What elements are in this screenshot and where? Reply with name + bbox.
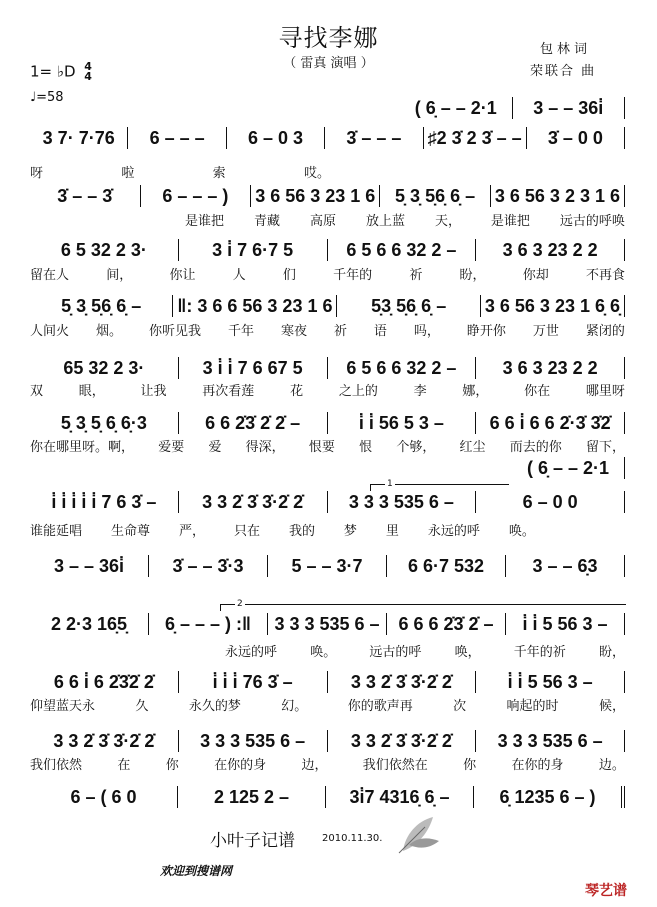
measure-notes: 3i̇7 4316̣ 6̣ – <box>349 786 450 807</box>
lyric-word: 睁开你 <box>466 324 506 339</box>
measure <box>476 491 625 513</box>
measure <box>179 412 328 434</box>
measure <box>173 295 337 317</box>
notation-row <box>30 238 625 262</box>
measure-notes: 3 6 3 23 2 2 <box>502 239 598 260</box>
measure-notes: ( 6̣ – – 2·1 <box>526 457 610 478</box>
lyrics-line <box>30 754 625 772</box>
measure <box>30 357 179 379</box>
measure-notes: 3 6 3 23 2 2 <box>502 357 598 378</box>
lyric-word: 你的歌声再 <box>347 699 413 714</box>
lyric-word: 你在 <box>524 384 551 399</box>
measure <box>476 671 625 693</box>
notation-row <box>30 411 625 435</box>
measure-notes: 3 6 56 3 23 1 6̣ 6̣ <box>484 295 621 316</box>
lyric-word: 而去的你 <box>509 440 562 455</box>
lyric-word: 幻。 <box>281 699 308 714</box>
measure-notes: i̇ i̇ i̇ 76 3̇ – <box>212 671 293 692</box>
measure-notes: i̇ i̇ 5 56 3 – <box>507 671 593 692</box>
notation-row <box>30 126 625 150</box>
lyric-word: 呀 <box>30 166 44 181</box>
measure <box>481 295 625 317</box>
lyric-word: 恨要 <box>308 440 335 455</box>
lyrics-line <box>185 210 625 228</box>
lyric-word: 间， <box>106 268 133 283</box>
measure-notes: i̇ i̇ 5 56 3 – <box>522 613 608 634</box>
time-signature <box>84 62 92 82</box>
measure-notes: 6̣ 1235 6 – ) <box>499 786 596 807</box>
lyric-word: 严， <box>178 524 205 539</box>
lyric-word: 唤， <box>454 645 481 660</box>
notation-row <box>512 456 625 480</box>
lyric-word: 高原 <box>309 214 336 229</box>
lyric-word: 边， <box>301 758 328 773</box>
time-bottom: 4 <box>84 70 92 83</box>
lyrics-line <box>30 436 625 454</box>
measure <box>328 239 477 261</box>
lyric-word: 你在哪里呀。啊， <box>30 440 135 455</box>
measure <box>30 786 178 808</box>
measure-notes: 3 i̇ 7 6·7 5 <box>212 239 294 260</box>
measure-notes: 3̇ – 0 0 <box>547 127 603 148</box>
measure <box>30 127 128 149</box>
lyrics-line <box>30 695 625 713</box>
measure <box>251 185 380 207</box>
notation-row <box>30 612 625 636</box>
measure-notes: 6 5 32 2 3· <box>60 239 147 260</box>
lyric-word: 红尘 <box>459 440 486 455</box>
measure-notes: ♯2 3̇ 2 3̇ – – <box>427 127 522 148</box>
lyric-word: 紧闭的 <box>585 324 625 339</box>
lyric-word: 放上蓝 <box>365 214 405 229</box>
measure <box>128 127 226 149</box>
measure <box>512 457 625 479</box>
lyric-word: 远古的呼唤 <box>559 214 625 229</box>
lyric-word: 爱 <box>208 440 222 455</box>
measure-notes: 3 i̇ i̇ 7 6 67 5 <box>202 357 303 378</box>
welcome-text: 欢迎到搜谱网 <box>160 864 233 878</box>
measure <box>141 185 252 207</box>
measure <box>387 613 506 635</box>
notation-row <box>30 785 625 809</box>
lyric-word: 寒夜 <box>280 324 307 339</box>
lyric-word: 只在 <box>233 524 260 539</box>
lyric-word: 人 <box>232 268 246 283</box>
lyric-word: 之上的 <box>338 384 378 399</box>
lyric-word: 祈 <box>409 268 423 283</box>
lyric-word: 盼， <box>598 645 625 660</box>
lyric-word: 个够， <box>396 440 436 455</box>
notation-row <box>30 729 625 753</box>
lyric-word: 吗， <box>413 324 440 339</box>
lyric-word: 仰望蓝天永 <box>30 699 96 714</box>
lyric-word: 永远的呼 <box>225 645 278 660</box>
lyric-word: 在 <box>117 758 131 773</box>
lyric-word: 留在人 <box>30 268 70 283</box>
lyric-word: 永久的梦 <box>188 699 241 714</box>
measure-notes: 6 6·7 532 <box>407 555 485 576</box>
measure <box>474 786 625 808</box>
lyric-word: 久 <box>135 699 149 714</box>
lyric-word: 祈 <box>333 324 347 339</box>
lyricist-credit: 包林词 <box>540 42 592 57</box>
lyric-word: 在你的身 <box>214 758 267 773</box>
singer-credit: （ 雷真 演唱 ） <box>283 56 374 71</box>
measure-notes: 6 – – – <box>149 127 205 148</box>
lyric-word: 花 <box>290 384 304 399</box>
measure <box>30 671 179 693</box>
measure <box>179 239 328 261</box>
measure-notes: 3 3 2̇ 3̇ 3̇·2̇ 2̇ <box>202 491 304 512</box>
notation-row <box>30 184 625 208</box>
lyric-word: 是谁把 <box>490 214 530 229</box>
lyric-word: 天， <box>434 214 461 229</box>
lyric-word: 爱要 <box>158 440 185 455</box>
lyrics-line <box>30 264 625 282</box>
measure-notes: 3 3 3 535 6 – <box>200 730 306 751</box>
measure <box>506 613 625 635</box>
time-top: 4 <box>84 60 92 73</box>
measure-notes: 6 6 6 2̇3̇ 2̇ – <box>398 613 494 634</box>
measure <box>149 555 268 577</box>
measure-notes: 5̣3̣ 5̣6̣ 6̣ – <box>371 295 447 316</box>
measure <box>328 491 477 513</box>
measure <box>476 239 625 261</box>
lyric-word: 们 <box>282 268 296 283</box>
lyric-word: 唤。 <box>310 645 337 660</box>
lyric-word: 烟。 <box>95 324 122 339</box>
measure <box>328 671 477 693</box>
measure <box>30 185 141 207</box>
volta-1-label: 1 <box>387 479 393 489</box>
lyric-word: 我们依然 <box>30 758 83 773</box>
measure <box>30 555 149 577</box>
measure-notes: 6 5 6 6 32 2 – <box>346 357 457 378</box>
measure <box>227 127 325 149</box>
lyric-word: 娜， <box>462 384 489 399</box>
lyrics-line <box>225 641 625 659</box>
measure <box>476 730 625 752</box>
lyric-word: 千年 <box>227 324 254 339</box>
measure-notes: 3 – – 6̣3 <box>532 555 598 576</box>
lyric-word: 万世 <box>532 324 559 339</box>
measure <box>387 555 506 577</box>
measure <box>328 357 477 379</box>
measure <box>491 185 625 207</box>
lyric-word: 你 <box>165 758 179 773</box>
lyric-word: 你让 <box>169 268 196 283</box>
measure-notes: 3̇ – – 3̇·3 <box>172 555 244 576</box>
lyric-word: 生命尊 <box>110 524 150 539</box>
lyric-word: 你听见我 <box>148 324 201 339</box>
lyric-word: 我的 <box>288 524 315 539</box>
notation-row <box>30 490 625 514</box>
measure <box>326 786 474 808</box>
measure <box>30 613 149 635</box>
measure <box>527 127 625 149</box>
measure-notes: 3̇ – – 3̇ <box>57 185 113 206</box>
lyric-word: 远古的呼 <box>369 645 422 660</box>
measure <box>325 127 423 149</box>
measure-notes: 3 – – 36i̇ <box>53 555 125 576</box>
notation-row <box>30 670 625 694</box>
key-label: 1= ♭D <box>30 62 76 81</box>
lyric-word: 在你的身 <box>511 758 564 773</box>
measure-notes: 3 7· 7·76 <box>42 127 115 148</box>
measure-notes: 6 5 6 6 32 2 – <box>346 239 457 260</box>
measure-notes: 65 32 2 3· <box>63 357 145 378</box>
measure <box>328 412 477 434</box>
lyric-word: 千年的 <box>333 268 373 283</box>
measure-notes: 2 125 2 – <box>213 786 290 807</box>
lyric-word: 盼， <box>459 268 486 283</box>
measure-notes: 3 3 2̇ 3̇ 3̇·2̇ 2̇ <box>350 730 452 751</box>
measure-notes: ( 6̣ – – 2·1 <box>414 97 497 118</box>
measure <box>30 491 179 513</box>
measure-notes: i̇ i̇ i̇ i̇ i̇ 7 6 3̇ – <box>51 491 157 512</box>
tempo-marking: ♩=58 <box>30 90 64 105</box>
lyric-word: 候， <box>598 699 625 714</box>
lyric-word: 我们依然在 <box>362 758 428 773</box>
measure <box>149 613 268 635</box>
measure-notes: 6 – ( 6 0 <box>70 786 137 807</box>
lyric-word: 边。 <box>598 758 625 773</box>
measure <box>506 555 625 577</box>
lyrics-line <box>30 380 625 398</box>
measure-notes: ‖: 3 6 6 56 3 23 1 6 <box>177 295 333 316</box>
measure <box>328 730 477 752</box>
key-signature <box>30 62 92 82</box>
measure-notes: 6 6 2̇3̇ 2̇ 2̇ – <box>205 412 301 433</box>
lyric-word: 恨 <box>359 440 373 455</box>
lyric-word: 得深， <box>245 440 285 455</box>
lyric-word: 唤。 <box>508 524 535 539</box>
volta-2 <box>220 599 626 611</box>
measure <box>178 786 326 808</box>
lyric-word: 响起的时 <box>506 699 559 714</box>
measure <box>400 97 513 119</box>
lyrics-line <box>30 320 625 338</box>
measure <box>513 97 626 119</box>
lyric-word: 再次看莲 <box>202 384 255 399</box>
measure-notes: 6 – 0 0 <box>522 491 578 512</box>
measure-notes: 5 – – 3·7 <box>291 555 363 576</box>
lyric-word: 不再食 <box>585 268 625 283</box>
lyric-word: 谁能延唱 <box>30 524 83 539</box>
measure <box>179 491 328 513</box>
measure <box>179 671 328 693</box>
lyric-word: 哎。 <box>303 166 330 181</box>
measure-notes: 3 3 2̇ 3̇ 3̇·2̇ 2̇ <box>350 671 452 692</box>
composer-credit: 荣联合 曲 <box>530 64 597 79</box>
lyric-word: 千年的祈 <box>513 645 566 660</box>
lyric-word: 索 <box>212 166 226 181</box>
measure <box>30 239 179 261</box>
measure-notes: i̇ i̇ 56 5 3 – <box>358 412 444 433</box>
measure <box>268 555 387 577</box>
measure-notes: 6 – – – ) <box>162 185 229 206</box>
lyric-word: 眼， <box>78 384 105 399</box>
measure-notes: 5̣ 3̣ 5̣ 6̣ 6̣·3 <box>60 412 147 433</box>
notation-row <box>30 554 625 578</box>
site-logo: 琴艺谱 <box>585 883 627 899</box>
lyric-word: 哪里呀 <box>585 384 625 399</box>
measure-notes: 3 3 3 535 6 – <box>274 613 380 634</box>
measure-notes: 5̣ 3̣ 5̣6̣ 6̣ – <box>395 185 476 206</box>
measure <box>30 730 179 752</box>
measure-notes: 6 – 0 3 <box>247 127 303 148</box>
volta-2-label: 2 <box>237 599 243 609</box>
measure <box>337 295 480 317</box>
leaf-icon <box>395 815 440 855</box>
measure <box>476 357 625 379</box>
lyrics-line <box>30 520 535 538</box>
measure-notes: 5̣ 3̣ 5̣6̣ 6̣ – <box>61 295 142 316</box>
measure-notes: 2 2·3 16̣5̣ <box>50 613 128 634</box>
measure <box>476 412 625 434</box>
lyric-word: 你 <box>463 758 477 773</box>
measure <box>179 730 328 752</box>
lyric-word: 里 <box>385 524 399 539</box>
measure <box>30 412 179 434</box>
measure-notes: 3 3 3 535 6 – <box>497 730 603 751</box>
lyric-word: 让我 <box>140 384 167 399</box>
lyric-word: 双 <box>30 384 44 399</box>
lyric-word: 语 <box>373 324 387 339</box>
measure-notes: 3 6 56 3 2 3 1 6 <box>494 185 620 206</box>
measure <box>424 127 527 149</box>
lyric-word: 人间火 <box>30 324 70 339</box>
transcriber-signature: 小叶子记谱 <box>210 831 295 851</box>
notation-row <box>30 356 625 380</box>
notation-row <box>30 294 625 318</box>
lyric-word: 你却 <box>522 268 549 283</box>
measure-notes: 3̇ – – – <box>346 127 402 148</box>
lyric-word: 梦 <box>343 524 357 539</box>
lyric-word: 青藏 <box>253 214 280 229</box>
transcription-date: 2010.11.30. <box>322 833 383 844</box>
measure <box>268 613 387 635</box>
lyric-word: 永远的呼 <box>427 524 480 539</box>
measure-notes: 6 6 i̇ 6 2̇3̇2̇ 2̇ <box>53 671 154 692</box>
measure <box>380 185 491 207</box>
measure-notes: 6̣ – – – ) :‖ <box>165 613 251 634</box>
measure-notes: 3 – – 36i̇ <box>533 97 604 118</box>
lyric-word: 李 <box>413 384 427 399</box>
song-title: 寻找李娜 <box>278 24 379 52</box>
lyrics-line <box>30 162 330 180</box>
measure-notes: 6 6 i̇ 6 6 2̇·3̇ 3̇2̇ <box>489 412 611 433</box>
lyric-word: 次 <box>453 699 467 714</box>
measure <box>30 295 173 317</box>
measure <box>179 357 328 379</box>
measure-notes: 3 3 2̇ 3̇ 3̇·2̇ 2̇ <box>53 730 155 751</box>
lyric-word: 啦 <box>121 166 135 181</box>
measure-notes: 3 6 56 3 23 1 6 <box>255 185 376 206</box>
lyric-word: 留下， <box>585 440 625 455</box>
measure-notes: 3 3 3 535 6 – <box>348 491 454 512</box>
notation-row <box>400 96 625 120</box>
volta-1 <box>370 479 509 491</box>
lyric-word: 是谁把 <box>185 214 225 229</box>
